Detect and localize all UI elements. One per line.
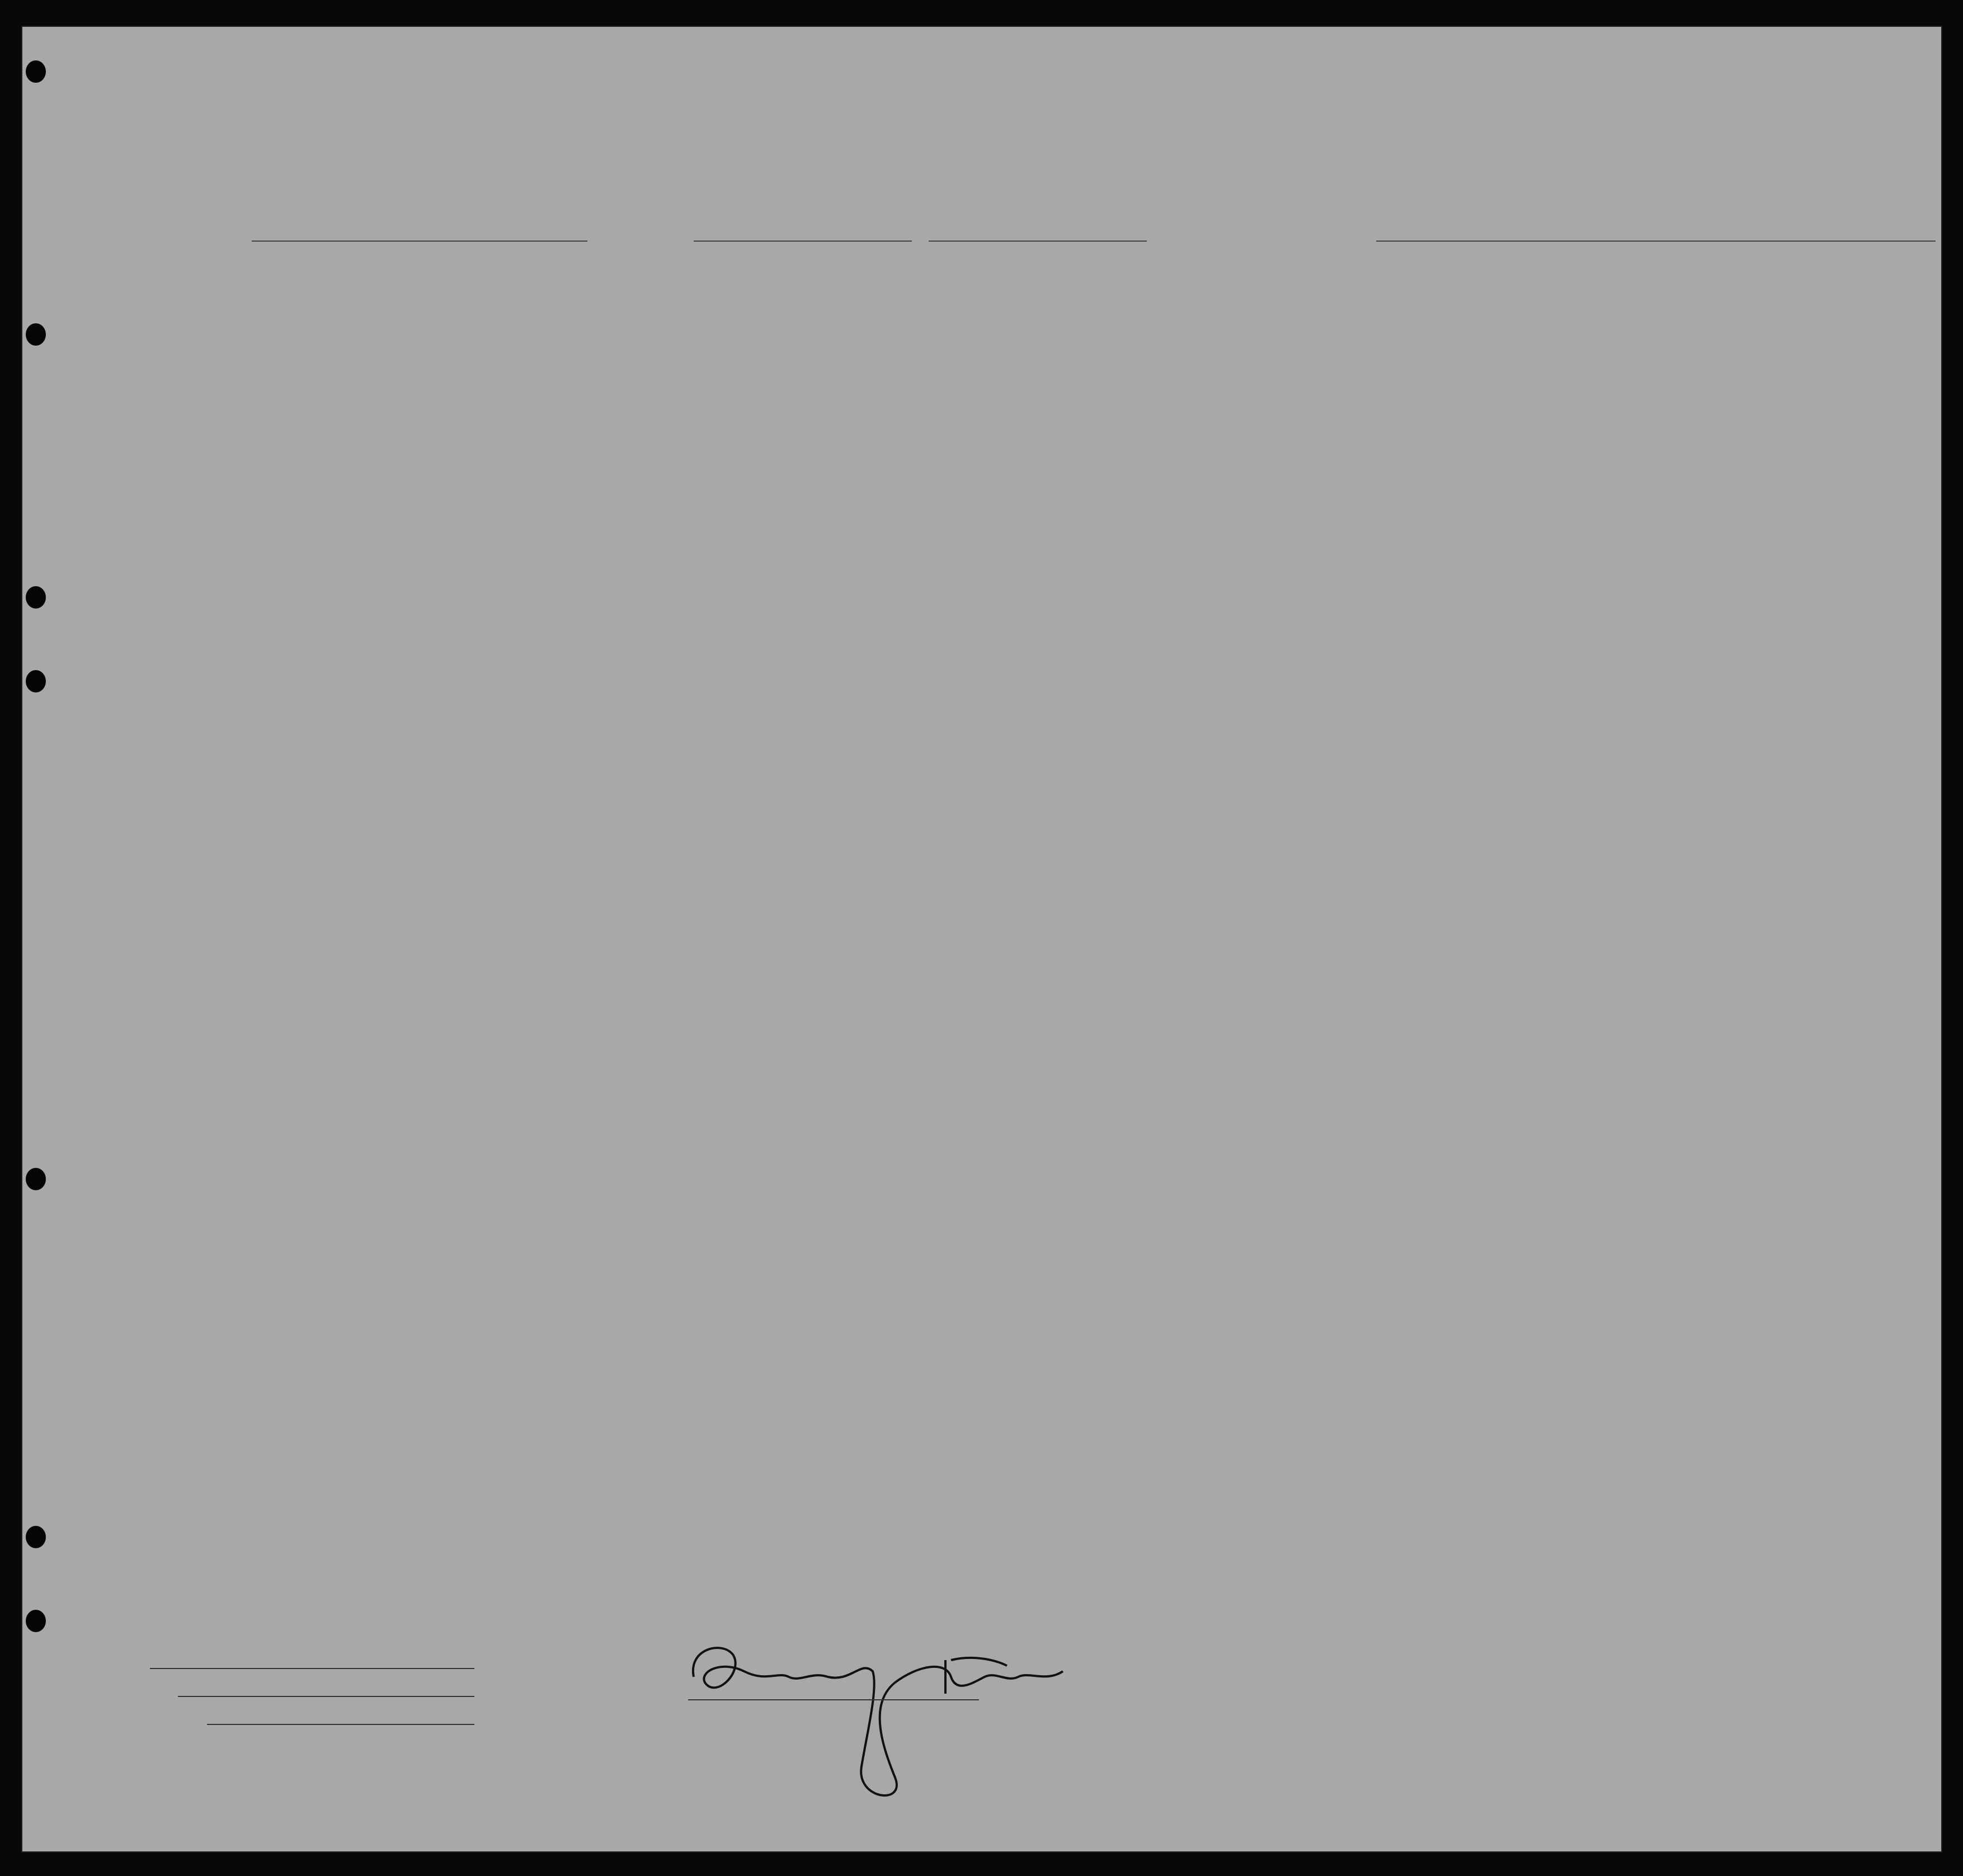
inspector-signature bbox=[682, 1638, 1108, 1828]
line-underline bbox=[150, 1668, 474, 1669]
manifest-rows bbox=[22, 27, 1941, 1851]
owners-underline bbox=[178, 1696, 474, 1697]
signature-underline bbox=[688, 1699, 979, 1700]
agents-underline bbox=[207, 1724, 474, 1725]
manifest-sheet bbox=[21, 26, 1942, 1853]
